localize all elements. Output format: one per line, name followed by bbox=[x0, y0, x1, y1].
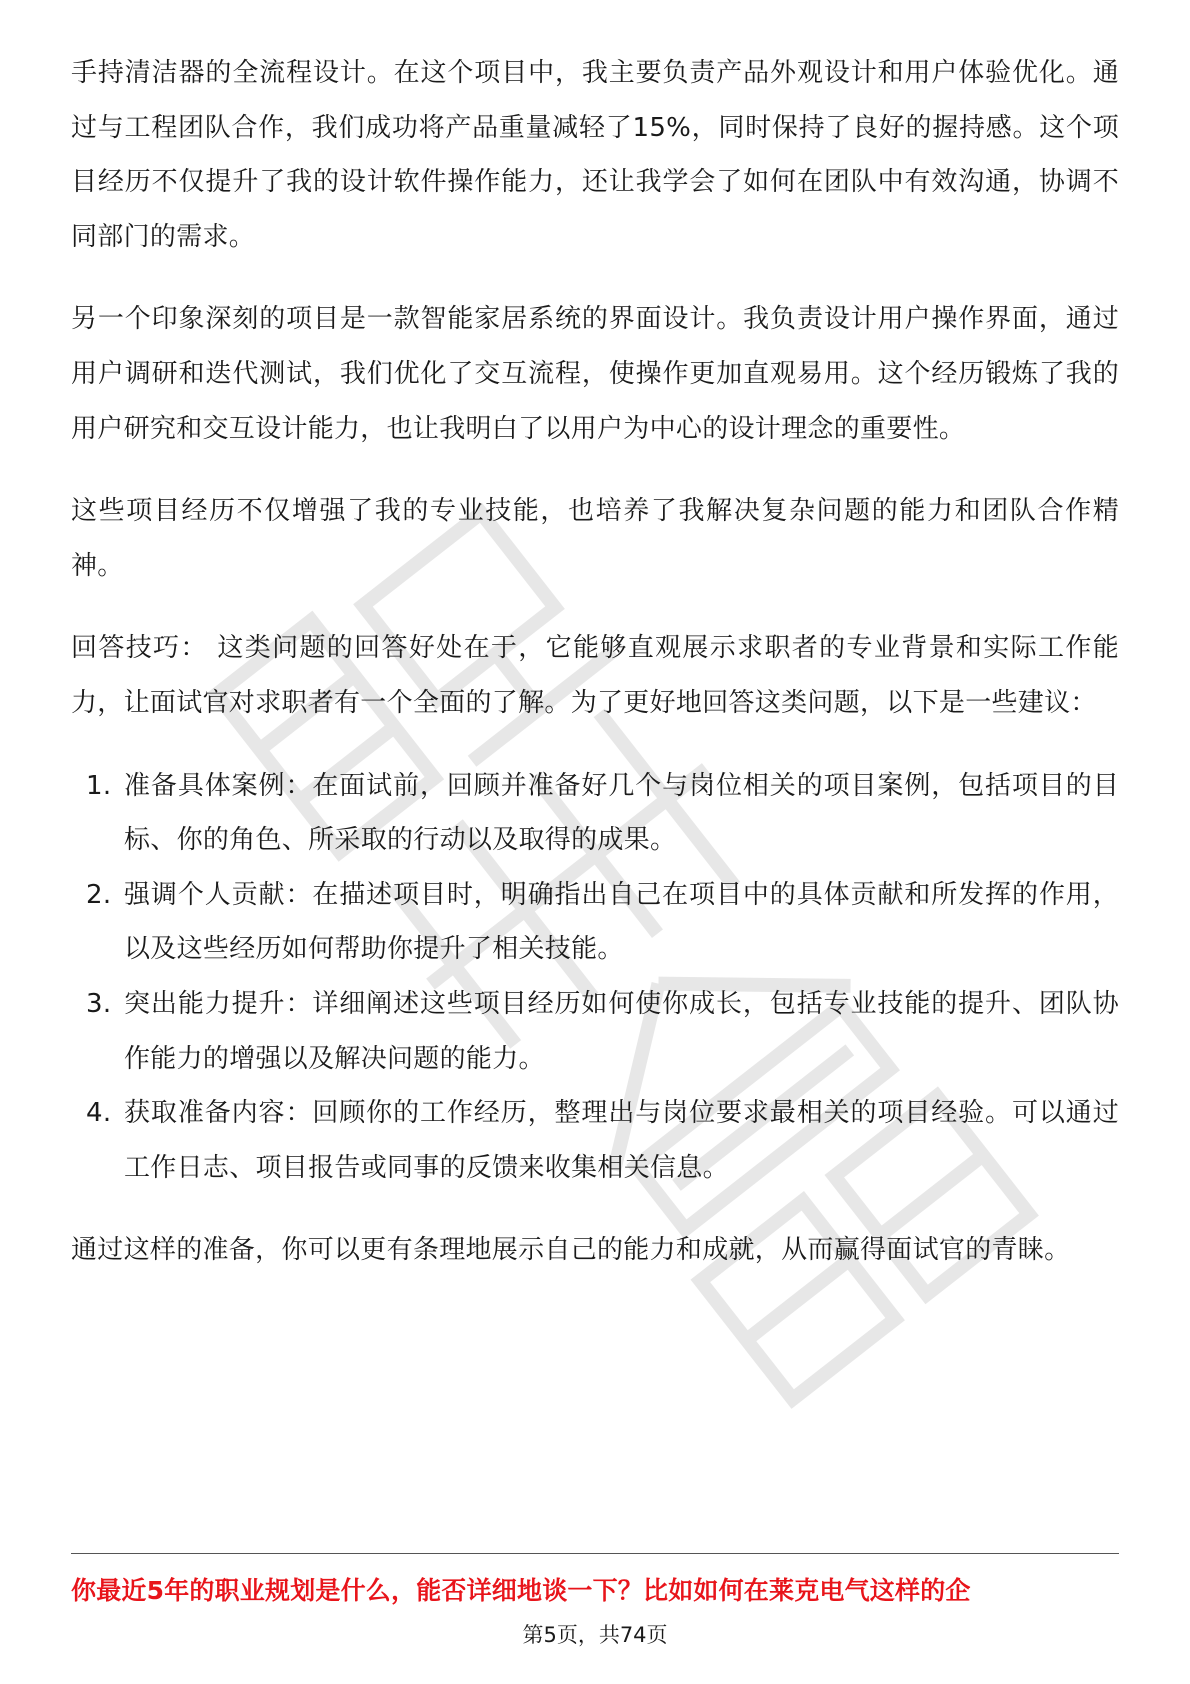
list-item-number: 2. bbox=[86, 879, 112, 910]
list-item-text: 准备具体案例：在面试前，回顾并准备好几个与岗位相关的项目案例，包括项目的目标、你的角色、所采取的行动以及取得的成果。 bbox=[124, 770, 1119, 856]
paragraph-closing: 通过这样的准备，你可以更有条理地展示自己的能力和成就，从而赢得面试官的青睐。 bbox=[71, 1235, 1071, 1266]
list-item bbox=[71, 868, 1119, 977]
page-number: 第5页，共74页 bbox=[522, 1623, 668, 1647]
document-body bbox=[71, 46, 1119, 1278]
paragraph-answer-tips-intro: 回答技巧： 这类问题的回答好处在于，它能够直观展示求职者的专业背景和实际工作能力，让面试官对求职者有一个全面的了解。为了更好地回答这类问题，以下是一些建议： bbox=[71, 633, 1119, 718]
paragraph-project-summary: 这些项目经历不仅增强了我的专业技能，也培养了我解决复杂问题的能力和团队合作精神。 bbox=[71, 496, 1119, 581]
list-item bbox=[71, 977, 1119, 1086]
list-item-text: 强调个人贡献：在描述项目时，明确指出自己在项目中的具体贡献和所发挥的作用，以及这些经历如何帮助你提升了相关技能。 bbox=[124, 879, 1119, 965]
list-item bbox=[71, 759, 1119, 868]
list-item-number: 4. bbox=[86, 1098, 112, 1129]
list-item-text: 突出能力提升：详细阐述这些项目经历如何使你成长，包括专业技能的提升、团队协作能力的增强以及解决问题的能力。 bbox=[124, 988, 1119, 1074]
list-item-text: 获取准备内容：回顾你的工作经历，整理出与岗位要求最相关的项目经验。可以通过工作日志、项目报告或同事的反馈来收集相关信息。 bbox=[124, 1098, 1119, 1183]
next-question-heading: 你最近5年的职业规划是什么，能否详细地谈一下？比如如何在莱克电气这样的企 bbox=[71, 1576, 971, 1605]
footer-divider bbox=[71, 1553, 1119, 1554]
list-item-number: 1. bbox=[86, 770, 112, 801]
tips-list bbox=[71, 759, 1119, 1196]
list-item-number: 3. bbox=[86, 988, 112, 1019]
paragraph-project-cleaner: 手持清洁器的全流程设计。在这个项目中，我主要负责产品外观设计和用户体验优化。通过与工程团队合作，我们成功将产品重量减轻了15%，同时保持了良好的握持感。这个项目经历不仅提升了我的设计软件操作能力，还让我学会了如何在团队中有效沟通，协调不同部门的需求。 bbox=[71, 58, 1119, 252]
list-item bbox=[71, 1086, 1119, 1195]
paragraph-project-smart-home: 另一个印象深刻的项目是一款智能家居系统的界面设计。我负责设计用户操作界面，通过用户调研和迭代测试，我们优化了交互流程，使操作更加直观易用。这个经历锻炼了我的用户研究和交互设计能力，也让我明白了以用户为中心的设计理念的重要性。 bbox=[71, 304, 1119, 444]
